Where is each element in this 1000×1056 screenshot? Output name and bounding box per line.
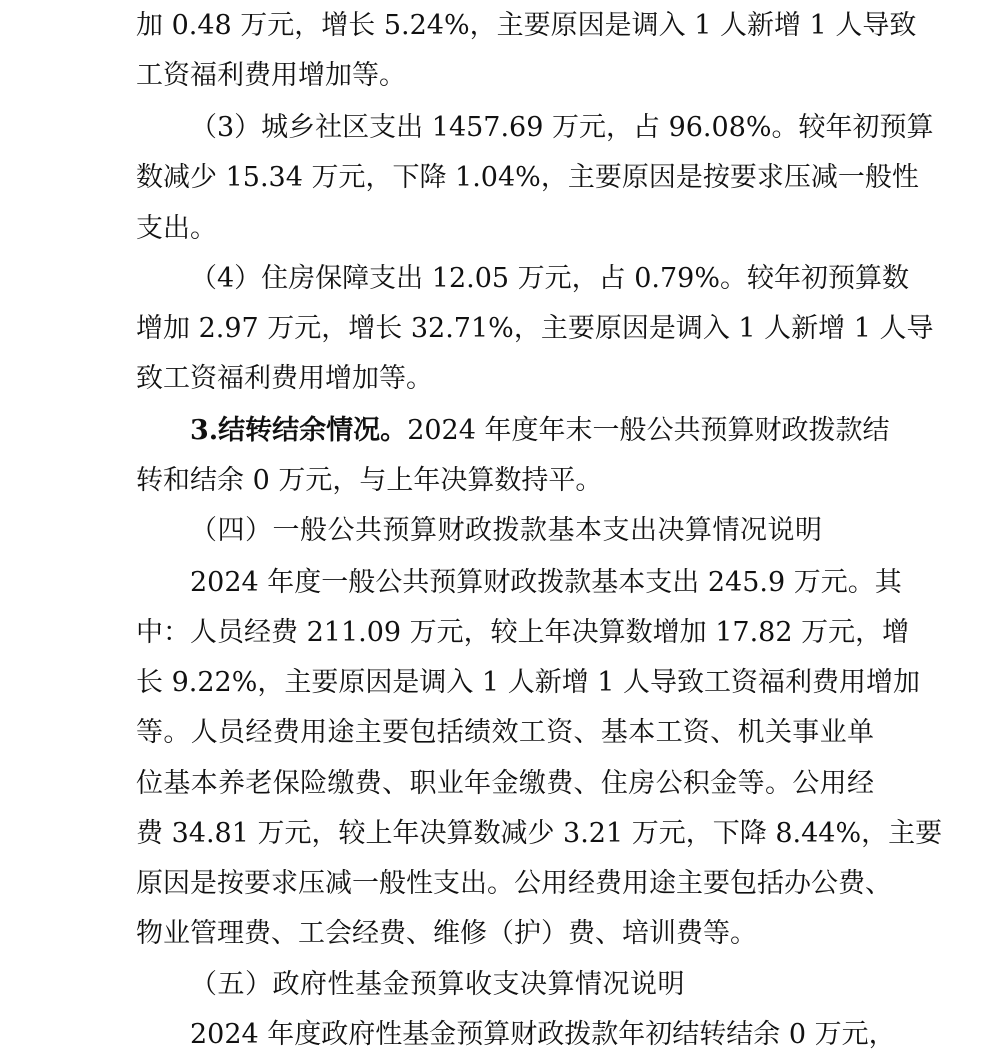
basic-expense-line-4: 等。人员经费用途主要包括绩效工资、基本工资、机关事业单 <box>136 717 874 748</box>
basic-expense-line-5: 位基本养老保险缴费、职业年金缴费、住房公积金等。公用经 <box>136 768 874 799</box>
paragraph-3-line-1: （3）城乡社区支出 1457.69 万元，占 96.08%。较年初预算 <box>190 112 934 143</box>
paragraph-4-line-3: 致工资福利费用增加等。 <box>136 363 433 394</box>
basic-expense-line-6: 费 34.81 万元，较上年决算数减少 3.21 万元，下降 8.44%，主要 <box>136 818 943 849</box>
basic-expense-line-7: 原因是按要求压减一般性支出。公用经费用途主要包括办公费、 <box>136 868 892 899</box>
paragraph-4-line-1: （4）住房保障支出 12.05 万元，占 0.79%。较年初预算数 <box>190 263 909 294</box>
paragraph-4-line-2: 增加 2.97 万元，增长 32.71%，主要原因是调入 1 人新增 1 人导 <box>136 313 934 344</box>
paragraph-3-line-3: 支出。 <box>136 213 217 244</box>
fund-budget-line-1: 2024 年度政府性基金预算财政拨款年初结转结余 0 万元， <box>190 1019 896 1050</box>
text-line-1: 加 0.48 万元，增长 5.24%，主要原因是调入 1 人新增 1 人导致 <box>136 10 917 41</box>
basic-expense-line-2: 中：人员经费 211.09 万元，较上年决算数增加 17.82 万元，增 <box>136 617 910 648</box>
carryover-paragraph-line-2: 转和结余 0 万元，与上年决算数持平。 <box>136 465 603 496</box>
section-heading-5: （五）政府性基金预算收支决算情况说明 <box>190 969 685 1000</box>
basic-expense-line-8: 物业管理费、工会经费、维修（护）费、培训费等。 <box>136 918 757 949</box>
basic-expense-line-1: 2024 年度一般公共预算财政拨款基本支出 245.9 万元。其 <box>190 567 902 598</box>
carryover-paragraph-line-1 <box>190 411 890 451</box>
carryover-heading: 3.结转结余情况。 <box>190 415 408 446</box>
paragraph-3-line-2: 数减少 15.34 万元，下降 1.04%，主要原因是按要求压减一般性 <box>136 162 919 193</box>
carryover-text: 2024 年度年末一般公共预算财政拨款结 <box>407 415 890 446</box>
text-line-2: 工资福利费用增加等。 <box>136 60 406 91</box>
basic-expense-line-3: 长 9.22%，主要原因是调入 1 人新增 1 人导致工资福利费用增加 <box>136 667 921 698</box>
section-heading-4: （四）一般公共预算财政拨款基本支出决算情况说明 <box>190 515 823 546</box>
